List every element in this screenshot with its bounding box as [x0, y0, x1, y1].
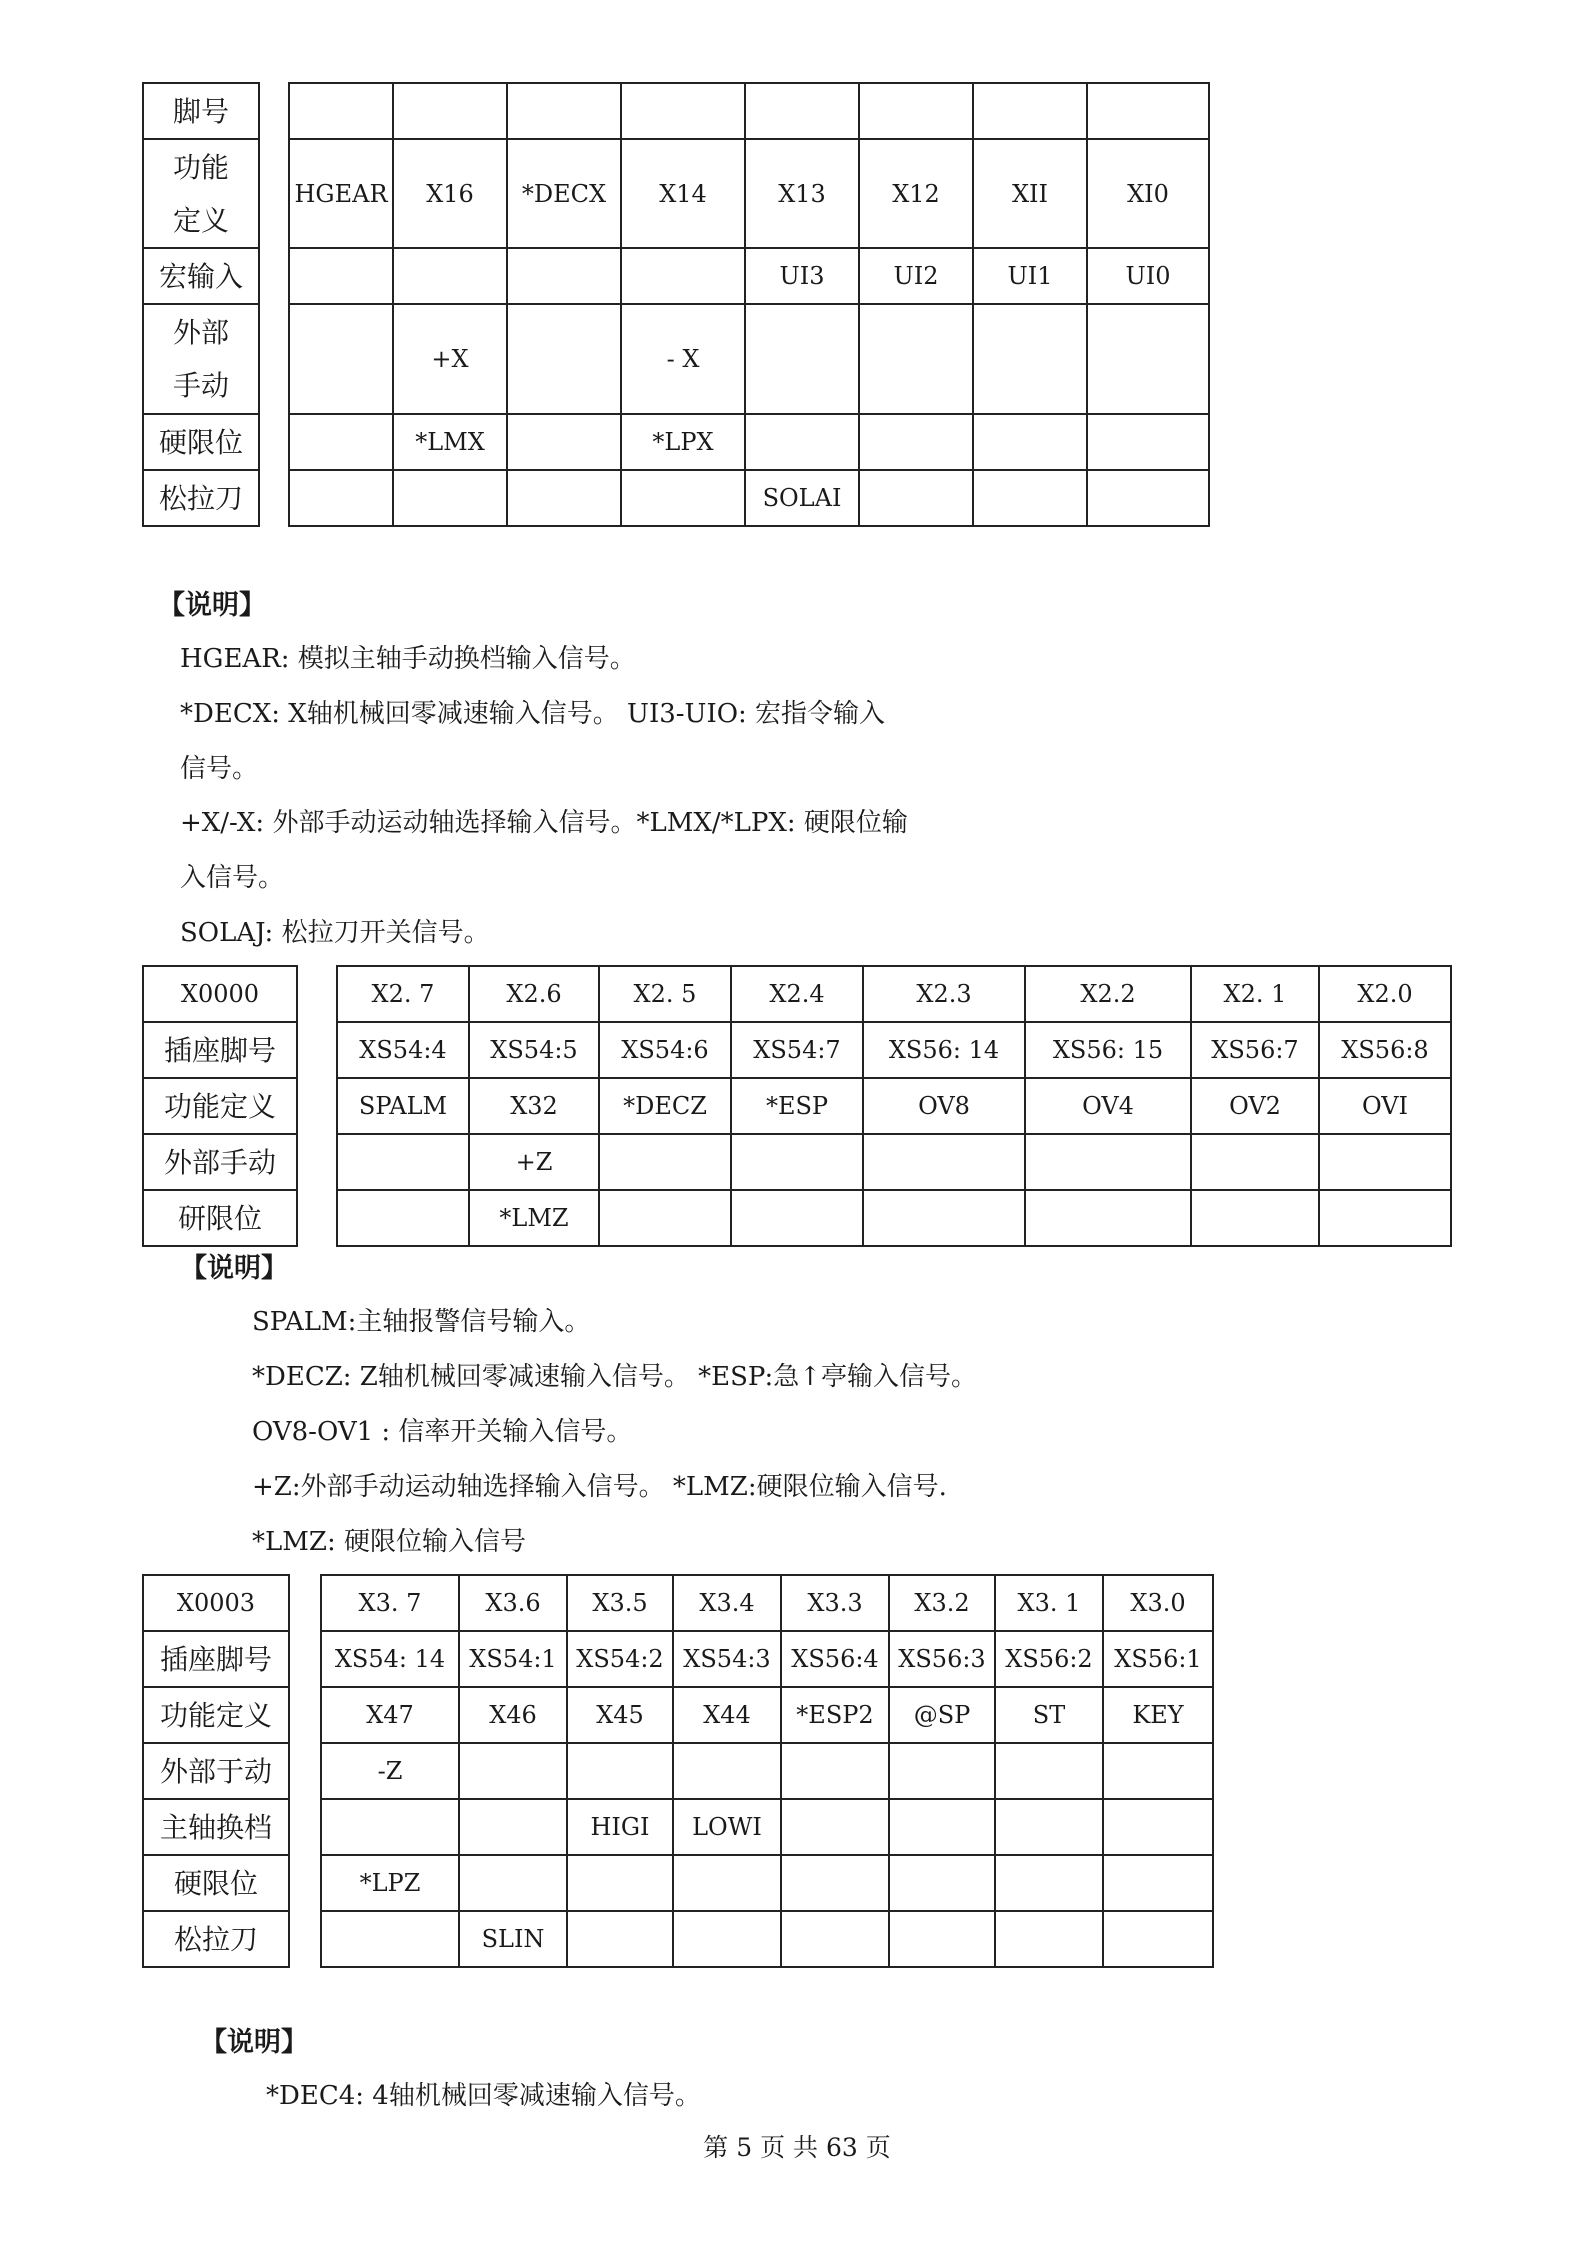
- table-cell: [507, 248, 621, 304]
- table-cell: *LPZ: [321, 1855, 459, 1911]
- table2-data: [336, 965, 1452, 1247]
- table-cell: [863, 1134, 1025, 1190]
- table-cell: [567, 1911, 673, 1967]
- label-cell: X0000: [143, 966, 297, 1022]
- notes1-heading: 【说明】: [158, 590, 266, 621]
- label-cell: 外部手动: [143, 1134, 297, 1190]
- label-cell: 硬限位: [143, 1855, 289, 1911]
- table-cell: X12: [859, 139, 973, 248]
- table-cell: [973, 470, 1087, 526]
- label-cell: 脚号: [143, 83, 259, 139]
- table-cell: - X: [621, 304, 745, 414]
- table-cell: [859, 83, 973, 139]
- table1-data: [288, 82, 1210, 527]
- table-cell: X2. 1: [1191, 966, 1319, 1022]
- table-cell: [621, 83, 745, 139]
- table-row: [289, 139, 1209, 248]
- table-cell: SOLAI: [745, 470, 859, 526]
- table-cell: UI0: [1087, 248, 1209, 304]
- table-cell: [673, 1855, 781, 1911]
- table-cell: OV2: [1191, 1078, 1319, 1134]
- table-row: [337, 1078, 1451, 1134]
- table-cell: +X: [393, 304, 507, 414]
- page-footer: 第 5 页 共 63 页: [703, 2133, 891, 2162]
- label-cell: 外部手动: [143, 304, 259, 414]
- table-row: [321, 1575, 1213, 1631]
- table-cell: [731, 1134, 863, 1190]
- table3-labels: [142, 1574, 290, 1968]
- table-cell: KEY: [1103, 1687, 1213, 1743]
- table-cell: [889, 1743, 995, 1799]
- table-cell: *LMZ: [469, 1190, 599, 1246]
- table-cell: X3.5: [567, 1575, 673, 1631]
- table-cell: LOWI: [673, 1799, 781, 1855]
- notes2-heading: 【说明】: [180, 1253, 288, 1284]
- table-cell: [507, 83, 621, 139]
- table-cell: OVI: [1319, 1078, 1451, 1134]
- table-cell: [289, 304, 393, 414]
- table-cell: [863, 1190, 1025, 1246]
- table-row: [337, 1022, 1451, 1078]
- table-cell: [507, 470, 621, 526]
- table-cell: [507, 414, 621, 470]
- table-cell: X13: [745, 139, 859, 248]
- table-cell: [745, 414, 859, 470]
- table-cell: X2.0: [1319, 966, 1451, 1022]
- table-cell: [995, 1743, 1103, 1799]
- table-cell: [321, 1799, 459, 1855]
- table-cell: OV4: [1025, 1078, 1191, 1134]
- table-cell: XS54:2: [567, 1631, 673, 1687]
- table-cell: [567, 1743, 673, 1799]
- table-cell: X3. 7: [321, 1575, 459, 1631]
- table-cell: X3. 1: [995, 1575, 1103, 1631]
- table-cell: XS54:4: [337, 1022, 469, 1078]
- table-cell: X16: [393, 139, 507, 248]
- table-cell: [745, 83, 859, 139]
- table-cell: XS56:3: [889, 1631, 995, 1687]
- table-cell: UI1: [973, 248, 1087, 304]
- table-row: [321, 1631, 1213, 1687]
- table-cell: [337, 1134, 469, 1190]
- table-cell: [1319, 1190, 1451, 1246]
- table-cell: *DECX: [507, 139, 621, 248]
- label-cell: 功能定义: [143, 1687, 289, 1743]
- table-cell: *DECZ: [599, 1078, 731, 1134]
- table-cell: [973, 414, 1087, 470]
- table-cell: X46: [459, 1687, 567, 1743]
- table-row: [321, 1743, 1213, 1799]
- table-cell: [567, 1855, 673, 1911]
- table-cell: +Z: [469, 1134, 599, 1190]
- table-cell: X2. 5: [599, 966, 731, 1022]
- table-cell: [889, 1799, 995, 1855]
- table-cell: [973, 83, 1087, 139]
- table-cell: [781, 1855, 889, 1911]
- table-row: [289, 470, 1209, 526]
- table-cell: XS54:5: [469, 1022, 599, 1078]
- label-cell: 插座脚号: [143, 1022, 297, 1078]
- table-cell: *LPX: [621, 414, 745, 470]
- table-cell: [673, 1743, 781, 1799]
- table-cell: X32: [469, 1078, 599, 1134]
- table-cell: [393, 470, 507, 526]
- table-row: [337, 966, 1451, 1022]
- table-cell: UI2: [859, 248, 973, 304]
- table-row: [289, 414, 1209, 470]
- table-cell: [781, 1911, 889, 1967]
- label-cell: 功能定义: [143, 1078, 297, 1134]
- table-cell: [1103, 1743, 1213, 1799]
- table-cell: [1025, 1134, 1191, 1190]
- table-cell: SPALM: [337, 1078, 469, 1134]
- label-cell: 硬限位: [143, 414, 259, 470]
- table3-data: [320, 1574, 1214, 1968]
- table-cell: X3.3: [781, 1575, 889, 1631]
- table-cell: X3.2: [889, 1575, 995, 1631]
- table-cell: [393, 248, 507, 304]
- table-cell: [859, 414, 973, 470]
- table-cell: XS56:2: [995, 1631, 1103, 1687]
- table-cell: X47: [321, 1687, 459, 1743]
- table-cell: [459, 1743, 567, 1799]
- table-cell: X3.0: [1103, 1575, 1213, 1631]
- label-cell: 功能定义: [143, 139, 259, 248]
- notes2-line: +Z:外部手动运动轴选择输入信号。 *LMZ:硬限位输入信号.: [252, 1472, 947, 1502]
- table-cell: [995, 1855, 1103, 1911]
- notes3-line: *DEC4: 4轴机械回零减速输入信号。: [266, 2081, 701, 2111]
- table-cell: [337, 1190, 469, 1246]
- table-cell: XS56:8: [1319, 1022, 1451, 1078]
- table2-labels: [142, 965, 298, 1247]
- table-cell: [599, 1134, 731, 1190]
- table-cell: XS54: 14: [321, 1631, 459, 1687]
- table-cell: [289, 83, 393, 139]
- table-cell: X44: [673, 1687, 781, 1743]
- table-row: [289, 83, 1209, 139]
- table-cell: *LMX: [393, 414, 507, 470]
- table-cell: [1103, 1911, 1213, 1967]
- label-cell: X0003: [143, 1575, 289, 1631]
- table-cell: [289, 248, 393, 304]
- label-cell: 主轴换档: [143, 1799, 289, 1855]
- table-cell: [289, 414, 393, 470]
- notes1-line: 信号。: [180, 754, 259, 784]
- table-cell: [995, 1911, 1103, 1967]
- table-cell: X2. 7: [337, 966, 469, 1022]
- table-cell: [393, 83, 507, 139]
- table-cell: [321, 1911, 459, 1967]
- table-cell: XS54:3: [673, 1631, 781, 1687]
- table-cell: -Z: [321, 1743, 459, 1799]
- label-cell: 松拉刀: [143, 470, 259, 526]
- table-cell: XS56:7: [1191, 1022, 1319, 1078]
- table-cell: X2.6: [469, 966, 599, 1022]
- table-row: [321, 1855, 1213, 1911]
- label-cell: 宏输入: [143, 248, 259, 304]
- table-cell: [889, 1855, 995, 1911]
- table-cell: [781, 1799, 889, 1855]
- table-row: [321, 1799, 1213, 1855]
- table-cell: [1087, 414, 1209, 470]
- table-cell: ST: [995, 1687, 1103, 1743]
- notes2-line: OV8-OV1 : 信率开关输入信号。: [252, 1417, 633, 1447]
- table-cell: XS54:1: [459, 1631, 567, 1687]
- table-cell: *ESP2: [781, 1687, 889, 1743]
- table-cell: [507, 304, 621, 414]
- notes2-line: SPALM:主轴报警信号输入。: [252, 1307, 591, 1337]
- table-cell: [973, 304, 1087, 414]
- table-row: [337, 1134, 1451, 1190]
- table-cell: HGEAR: [289, 139, 393, 248]
- notes1-line: SOLAJ: 松拉刀开关信号。: [180, 918, 490, 948]
- table-cell: [781, 1743, 889, 1799]
- table-cell: X2.2: [1025, 966, 1191, 1022]
- table-cell: [745, 304, 859, 414]
- table-cell: [1087, 83, 1209, 139]
- notes1-line: 入信号。: [180, 863, 285, 893]
- table-cell: [1319, 1134, 1451, 1190]
- table-cell: XII: [973, 139, 1087, 248]
- label-cell: 松拉刀: [143, 1911, 289, 1967]
- table-cell: *ESP: [731, 1078, 863, 1134]
- table-cell: @SP: [889, 1687, 995, 1743]
- table-cell: X2.4: [731, 966, 863, 1022]
- table-cell: [1087, 470, 1209, 526]
- table-cell: X3.4: [673, 1575, 781, 1631]
- table-cell: X14: [621, 139, 745, 248]
- notes2-line: *DECZ: Z轴机械回零减速输入信号。 *ESP:急↑亭输入信号。: [252, 1362, 978, 1392]
- notes1-line: +X/-X: 外部手动运动轴选择输入信号。*LMX/*LPX: 硬限位输: [180, 808, 908, 838]
- table-cell: [889, 1911, 995, 1967]
- table-cell: [673, 1911, 781, 1967]
- table-cell: X3.6: [459, 1575, 567, 1631]
- table-cell: X2.3: [863, 966, 1025, 1022]
- table-row: [289, 248, 1209, 304]
- table-cell: [995, 1799, 1103, 1855]
- table-cell: [599, 1190, 731, 1246]
- table-cell: [859, 304, 973, 414]
- label-cell: 研限位: [143, 1190, 297, 1246]
- table-cell: SLIN: [459, 1911, 567, 1967]
- table-cell: [1103, 1799, 1213, 1855]
- table-cell: [1103, 1855, 1213, 1911]
- table-cell: [289, 470, 393, 526]
- table-cell: XS54:6: [599, 1022, 731, 1078]
- notes2-line: *LMZ: 硬限位输入信号: [252, 1527, 526, 1557]
- table-cell: XS56: 15: [1025, 1022, 1191, 1078]
- table-cell: XS56:4: [781, 1631, 889, 1687]
- notes1-line: *DECX: X轴机械回零减速输入信号。 UI3-UIO: 宏指令输入: [180, 699, 886, 729]
- table-cell: [621, 248, 745, 304]
- notes3-heading: 【说明】: [200, 2027, 308, 2058]
- table-cell: XS54:7: [731, 1022, 863, 1078]
- table-cell: HIGI: [567, 1799, 673, 1855]
- table-cell: XI0: [1087, 139, 1209, 248]
- table-cell: [459, 1799, 567, 1855]
- table-cell: [731, 1190, 863, 1246]
- table-cell: [859, 470, 973, 526]
- table-cell: XS56:1: [1103, 1631, 1213, 1687]
- label-cell: 外部于动: [143, 1743, 289, 1799]
- table-row: [321, 1687, 1213, 1743]
- table-cell: [1191, 1190, 1319, 1246]
- table-cell: [1191, 1134, 1319, 1190]
- table-cell: X45: [567, 1687, 673, 1743]
- label-cell: 插座脚号: [143, 1631, 289, 1687]
- table-cell: [459, 1855, 567, 1911]
- table-row: [321, 1911, 1213, 1967]
- table-row: [337, 1190, 1451, 1246]
- table-row: [289, 304, 1209, 414]
- table-cell: OV8: [863, 1078, 1025, 1134]
- table-cell: [1025, 1190, 1191, 1246]
- table-cell: UI3: [745, 248, 859, 304]
- table-cell: [621, 470, 745, 526]
- table-cell: XS56: 14: [863, 1022, 1025, 1078]
- notes1-line: HGEAR: 模拟主轴手动换档输入信号。: [180, 644, 636, 674]
- table1-labels: [142, 82, 260, 527]
- table-cell: [1087, 304, 1209, 414]
